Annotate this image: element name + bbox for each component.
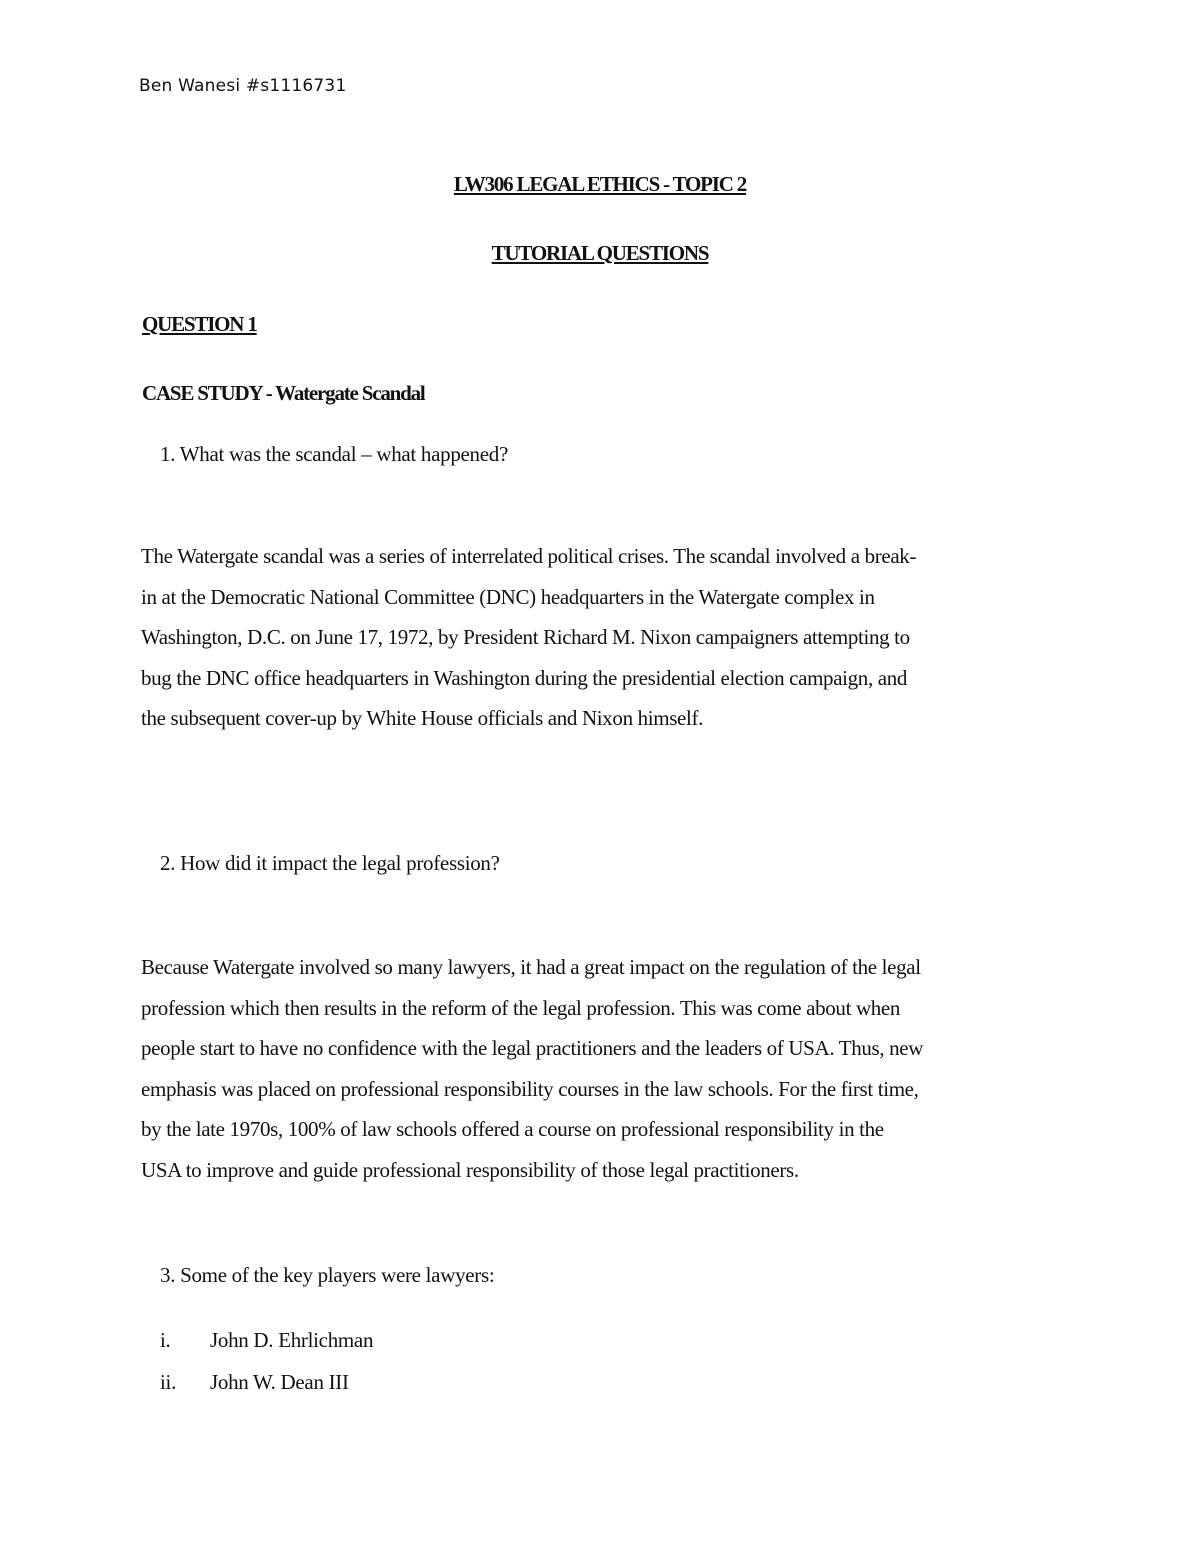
case-study-heading: CASE STUDY - Watergate Scandal: [142, 381, 425, 405]
answer-2-paragraph: [141, 947, 1061, 1191]
list-marker: ii.: [160, 1370, 177, 1394]
question-3: 3. Some of the key players were lawyers:: [160, 1263, 495, 1287]
answer-1-paragraph: [141, 536, 1061, 739]
answer-2-line: by the late 1970s, 100% of law schools offered a course on professional responsibility in the: [141, 1117, 884, 1142]
question-2: 2. How did it impact the legal profession?: [160, 851, 500, 875]
answer-1-line: in at the Democratic National Committee (DNC) headquarters in the Watergate complex in: [141, 584, 875, 609]
key-player-name: John D. Ehrlichman: [210, 1328, 374, 1352]
answer-2-line: profession which then results in the reform of the legal profession. This was come about when: [141, 995, 901, 1020]
answer-2-line: people start to have no confidence with the legal practitioners and the leaders of USA. Thus, new: [141, 1036, 924, 1061]
list-item: [0, 1370, 600, 1400]
document-subtitle: TUTORIAL QUESTIONS: [491, 241, 709, 265]
answer-1-line: the subsequent cover-up by White House officials and Nixon himself.: [141, 706, 704, 731]
question-heading: QUESTION 1: [142, 312, 257, 336]
list-marker: i.: [160, 1328, 171, 1352]
course-title: LW306 LEGAL ETHICS - TOPIC 2: [453, 172, 747, 196]
author-header: Ben Wanesi #s1116731: [139, 76, 347, 96]
answer-1-line: Washington, D.C. on June 17, 1972, by President Richard M. Nixon campaigners attempting to: [141, 625, 910, 650]
answer-2-line: USA to improve and guide professional responsibility of those legal practitioners.: [141, 1157, 799, 1182]
answer-1-line: bug the DNC office headquarters in Washington during the presidential election campaign, and: [141, 665, 908, 690]
answer-1-line: The Watergate scandal was a series of interrelated political crises. The scandal involved a break-: [141, 544, 917, 568]
question-1: 1. What was the scandal – what happened?: [160, 442, 508, 466]
key-player-name: John W. Dean III: [210, 1370, 349, 1394]
answer-2-line: emphasis was placed on professional responsibility courses in the law schools. For the first time,: [141, 1076, 919, 1101]
answer-2-line: Because Watergate involved so many lawyers, it had a great impact on the regulation of the legal: [141, 955, 921, 979]
list-item: [0, 1328, 600, 1358]
